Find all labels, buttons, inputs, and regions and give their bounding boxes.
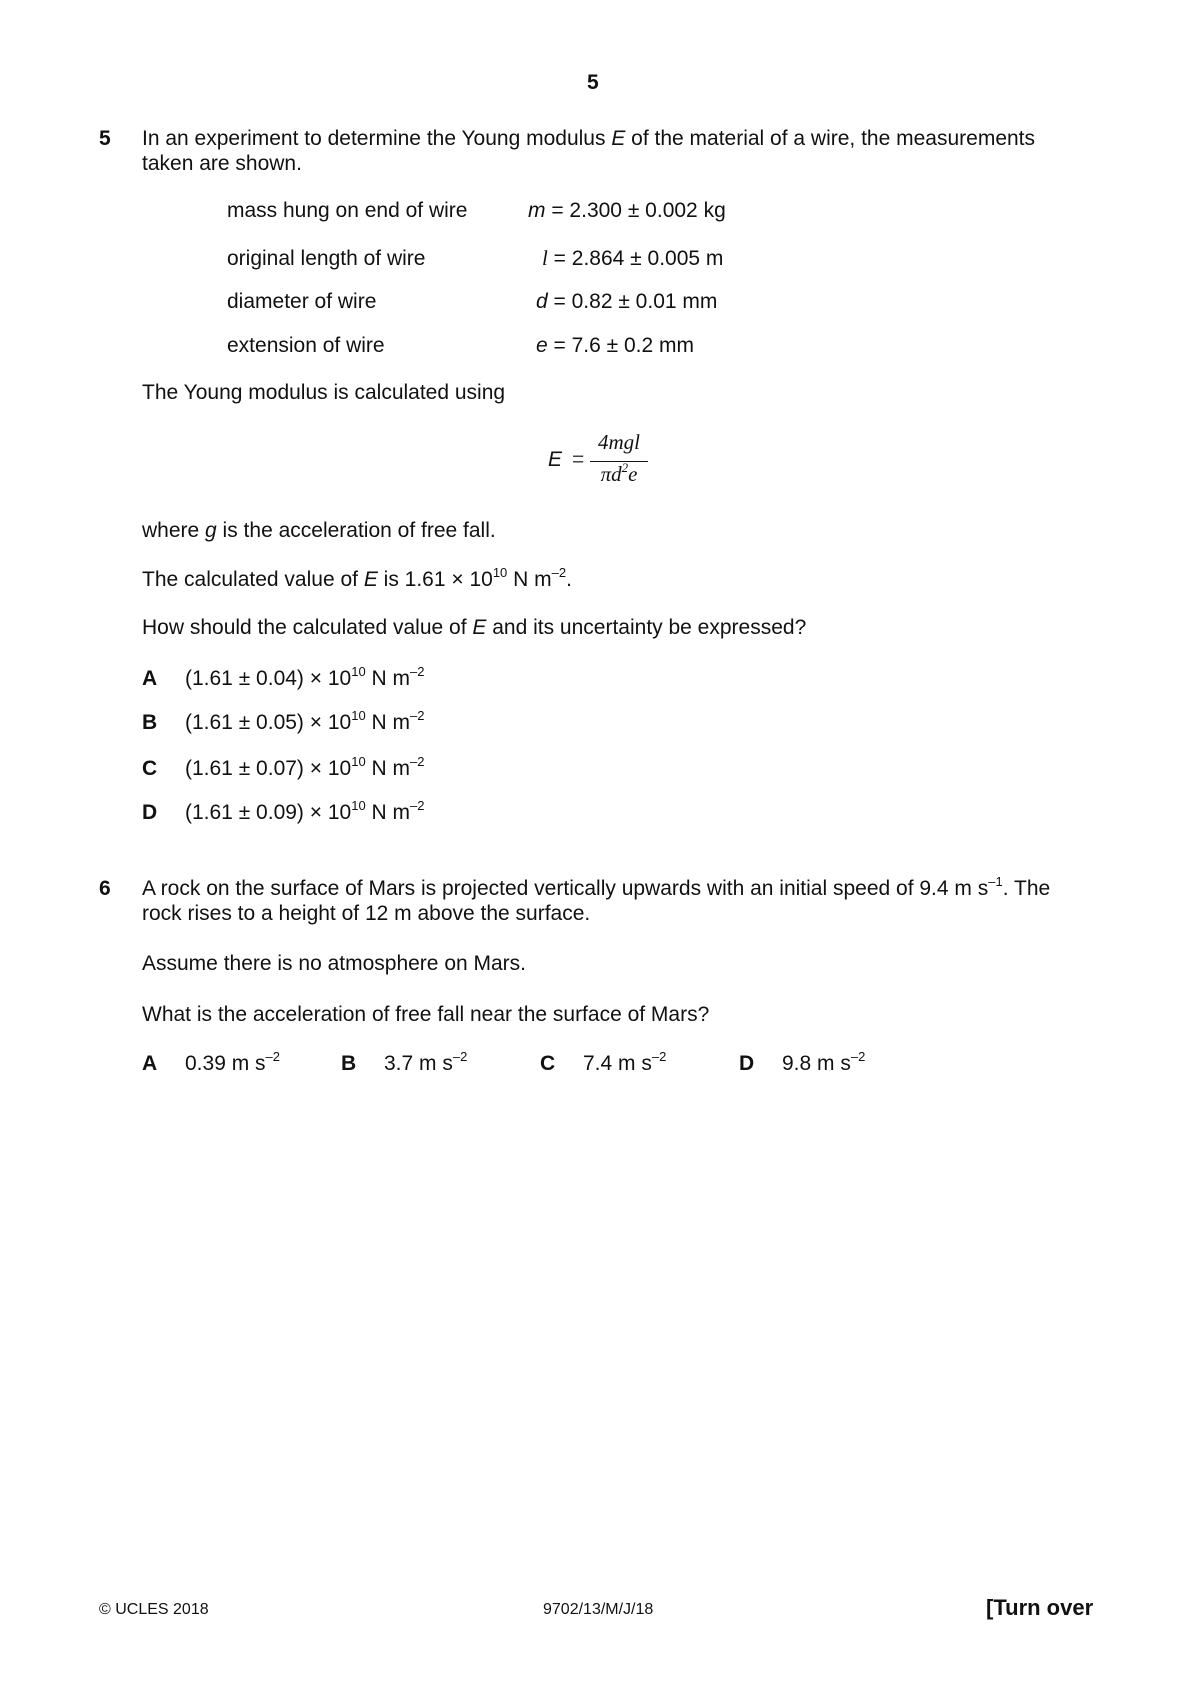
- question-6-line1: A rock on the surface of Mars is projected vertically upwards with an initial speed of 9.4 m $s^{-1}$. The: [142, 874, 1051, 900]
- option-text: $(1.61 \pm 0.05) \times 10^{10}$ N $m^{-2}$: [185, 708, 425, 734]
- option-text: $(1.61 \pm 0.07) \times 10^{10}$ N $m^{-2}$: [185, 754, 425, 780]
- option-letter: D: [739, 1052, 755, 1075]
- measurement-value: l = 2.864 ± 0.005 m: [542, 246, 724, 270]
- option-letter: D: [142, 801, 158, 824]
- measurement-label: original length of wire: [227, 247, 426, 270]
- formula-denominator: $\pi d^2e$: [600, 460, 638, 486]
- question-5-number: 5: [99, 127, 111, 150]
- question-5-intro-text: In an experiment to determine the Young modulus E of the material of a wire, the measurements: [142, 127, 1036, 150]
- measurement-label: extension of wire: [227, 334, 385, 357]
- option-letter: A: [142, 1052, 158, 1075]
- option-text: 0.39 m $s^{-2}$: [185, 1049, 281, 1075]
- footer-turn-over: [Turn over: [986, 1595, 1094, 1620]
- option-text: 9.8 m $s^{-2}$: [782, 1049, 866, 1075]
- question-6-assumption: Assume there is no atmosphere on Mars.: [142, 952, 527, 975]
- calculated-value-line: The calculated value of E is $1.61 \times 10^{10}$ N $m^{-2}$.: [142, 565, 572, 591]
- option-text: $(1.61 \pm 0.09) \times 10^{10}$ N $m^{-2}$: [185, 798, 425, 824]
- question-5-intro-line1: [142, 126, 1035, 151]
- option-letter: C: [540, 1052, 556, 1075]
- measurement-value: m = 2.300 ± 0.002 kg: [528, 199, 726, 222]
- option-text: 3.7 m $s^{-2}$: [384, 1049, 468, 1075]
- footer-copyright: © UCLES 2018: [99, 1601, 209, 1618]
- page-number: 5: [587, 71, 599, 94]
- question-6-line2: rock rises to a height of 12 m above the surface.: [142, 902, 591, 925]
- question-5-intro-line2: taken are shown.: [142, 152, 302, 175]
- measurement-label: diameter of wire: [227, 290, 377, 313]
- where-line: where g is the acceleration of free fall.: [142, 519, 496, 542]
- option-letter: A: [142, 667, 158, 690]
- formula-equals: =: [572, 448, 585, 471]
- option-text: $(1.61 \pm 0.04) \times 10^{10}$ N $m^{-2}$: [185, 664, 425, 690]
- footer-paper-code: 9702/13/M/J/18: [543, 1601, 654, 1618]
- option-text: 7.4 m $s^{-2}$: [583, 1049, 667, 1075]
- formula-numerator: 4mgl: [598, 430, 640, 454]
- option-letter: C: [142, 757, 158, 780]
- measurement-value: e = 7.6 ± 0.2 mm: [536, 334, 695, 357]
- formula-lhs: E: [548, 448, 563, 471]
- formula-intro: The Young modulus is calculated using: [142, 381, 506, 404]
- question-5-prompt: How should the calculated value of E and its uncertainty be expressed?: [142, 616, 807, 639]
- option-letter: B: [142, 711, 158, 734]
- measurement-label: mass hung on end of wire: [227, 199, 468, 222]
- question-6-prompt: What is the acceleration of free fall near the surface of Mars?: [142, 1003, 710, 1026]
- question-6-number: 6: [99, 877, 111, 900]
- option-letter: B: [341, 1052, 357, 1075]
- measurement-value: d = 0.82 ± 0.01 mm: [536, 290, 718, 313]
